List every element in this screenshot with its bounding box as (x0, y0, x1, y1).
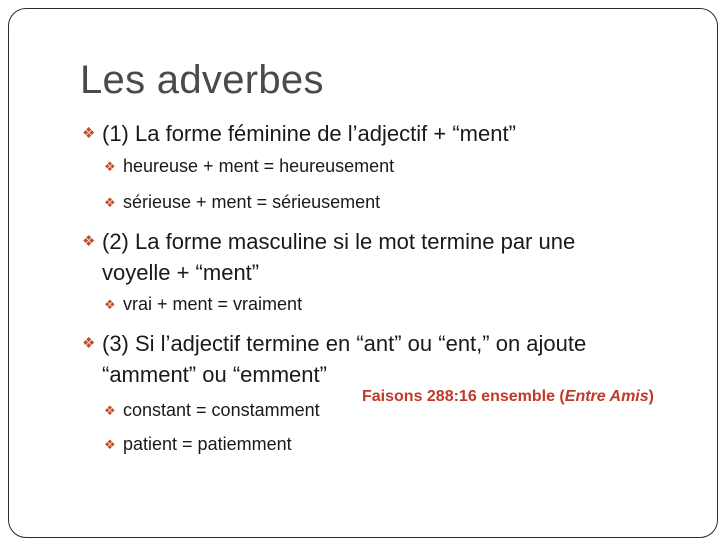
rule-3-line-2: “amment” ou “emment” (102, 362, 327, 387)
rule-2-example-1: vrai + ment = vraiment (123, 294, 303, 314)
note-suffix: ) (648, 388, 654, 405)
rule-2-line-1: (2) La forme masculine si le mot termine par une (102, 229, 576, 254)
bullet-icon: ❖ (104, 437, 116, 452)
rule-1-example-2: sérieuse + ment = sérieusement (123, 192, 381, 212)
exercise-note (362, 386, 680, 408)
note-prefix: Faisons 288:16 ensemble ( (362, 388, 565, 405)
bullet-icon: ❖ (104, 195, 116, 210)
note-book-title: Entre Amis (564, 388, 649, 405)
rule-1-example-1: heureuse + ment = heureusement (123, 156, 395, 176)
bullet-icon: ❖ (104, 297, 116, 312)
bullet-icon: ❖ (104, 403, 116, 418)
bullet-icon: ❖ (82, 125, 96, 142)
rule-3-line-1: (3) Si l’adjectif termine en “ant” ou “ent,” on ajoute (102, 331, 587, 356)
bullet-icon: ❖ (104, 159, 116, 174)
rule-3-example-1: constant = constamment (123, 400, 320, 420)
rule-3-example-2: patient = patiemment (123, 434, 292, 454)
bullet-icon: ❖ (82, 233, 96, 250)
slide-title: Les adverbes (80, 58, 324, 102)
rule-2-line-2: voyelle + “ment” (102, 260, 260, 285)
bullet-icon: ❖ (82, 335, 96, 352)
rule-1-text: (1) La forme féminine de l’adjectif + “ment” (102, 121, 516, 146)
